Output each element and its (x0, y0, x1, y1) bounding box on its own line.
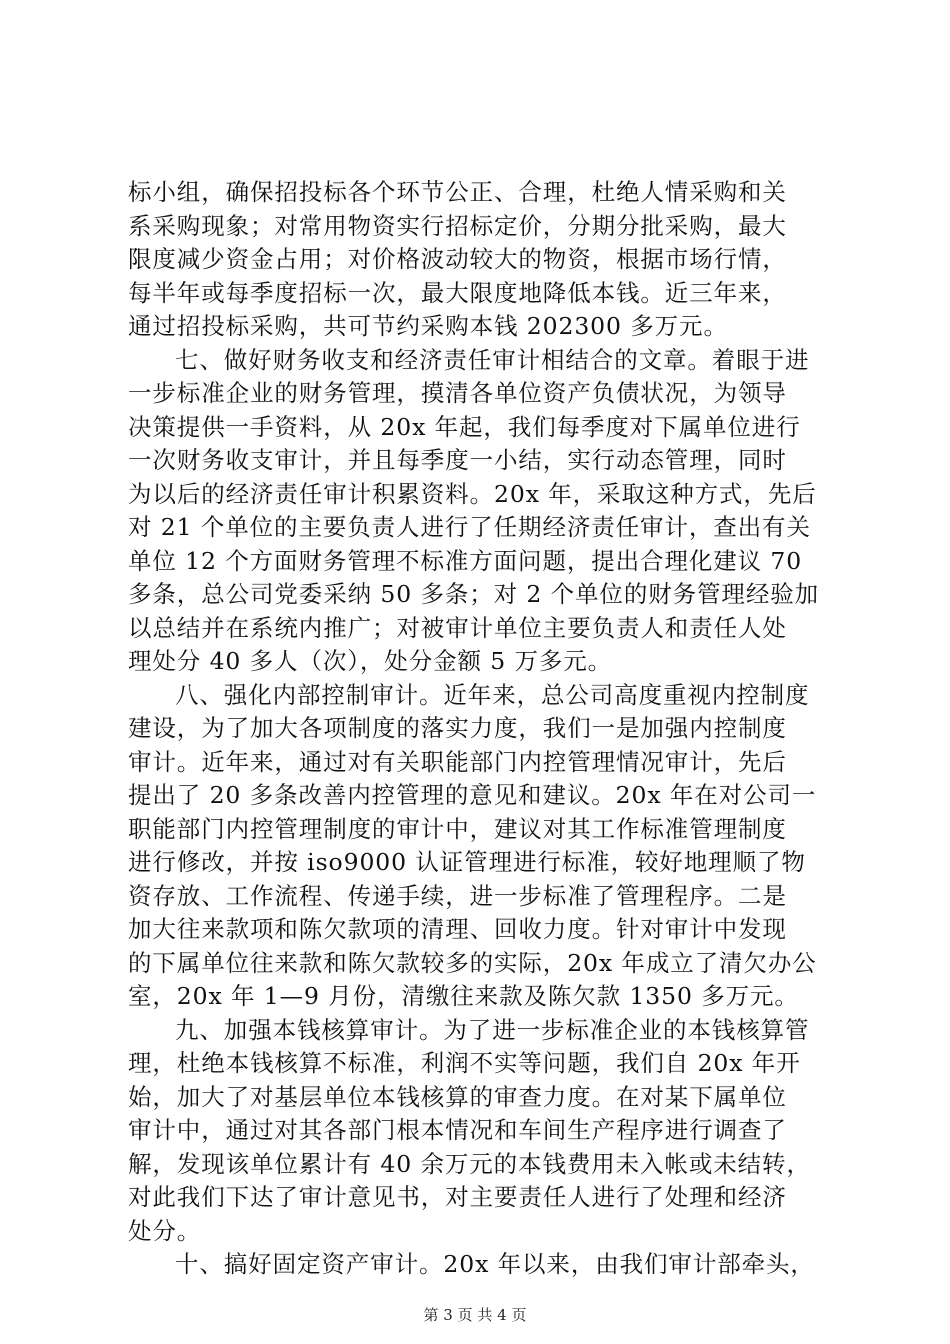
text-line: 通过招投标采购，共可节约采购本钱 202300 多万元。 (128, 312, 728, 340)
text-line: 资存放、工作流程、传递手续，进一步标准了管理程序。二是 (128, 881, 787, 910)
text-line: 解，发现该单位累计有 40 余万元的本钱费用未入帐或未结转， (128, 1149, 811, 1178)
text-line: 审计。近年来，通过对有关职能部门内控管理情况审计，先后 (128, 747, 787, 776)
text-line: 以总结并在系统内推广；对被审计单位主要负责人和责任人处 (128, 613, 787, 642)
page-number-indicator: 第 3 页 共 4 页 (423, 1306, 527, 1324)
text-line: 限度减少资金占用；对价格波动较大的物资，根据市场行情， (128, 245, 787, 273)
page-footer (0, 1304, 950, 1325)
paragraph-start-line: 十、搞好固定资产审计。20x 年以来，由我们审计部牵头， (175, 1250, 815, 1278)
text-line: 一次财务收支审计，并且每季度一小结，实行动态管理，同时 (128, 446, 787, 474)
text-line: 加大往来款项和陈欠款项的清理、回收力度。针对审计中发现 (128, 915, 787, 943)
text-line: 的下属单位往来款和陈欠款较多的实际，20x 年成立了清欠办公 (128, 948, 817, 977)
text-line: 标小组，确保招投标各个环节公正、合理，杜绝人情采购和关 (128, 178, 787, 206)
text-line: 单位 12 个方面财务管理不标准方面问题，提出合理化建议 70 (128, 546, 803, 575)
body-text (128, 176, 823, 1282)
paragraph-start-line: 八、强化内部控制审计。近年来，总公司高度重视内控制度 (175, 680, 810, 709)
paragraph-start-line: 九、加强本钱核算审计。为了进一步标准企业的本钱核算管 (175, 1015, 810, 1044)
text-line: 职能部门内控管理制度的审计中，建议对其工作标准管理制度 (128, 814, 787, 843)
text-line: 进行修改，并按 iso9000 认证管理进行标准，较好地理顺了物 (128, 848, 806, 876)
text-line: 室，20x 年 1—9 月份，清缴往来款及陈欠款 1350 多万元。 (128, 982, 799, 1010)
text-line: 为以后的经济责任审计积累资料。20x 年，采取这种方式，先后 (128, 479, 817, 508)
text-line: 提出了 20 多条改善内控管理的意见和建议。20x 年在对公司一 (128, 781, 817, 809)
text-line: 审计中，通过对其各部门根本情况和车间生产程序进行调查了 (128, 1116, 787, 1144)
text-line: 理处分 40 多人（次），处分金额 5 万多元。 (128, 647, 613, 675)
text-line: 理，杜绝本钱核算不标准，利润不实等问题，我们自 20x 年开 (128, 1049, 801, 1077)
text-line: 一步标准企业的财务管理，摸清各单位资产负债状况，为领导 (128, 379, 787, 407)
text-line: 建设，为了加大各项制度的落实力度，我们一是加强内控制度 (128, 714, 787, 742)
text-line: 对此我们下达了审计意见书，对主要责任人进行了处理和经济 (128, 1183, 787, 1211)
text-line: 每半年或每季度招标一次，最大限度地降低本钱。近三年来， (128, 278, 787, 307)
text-line: 始，加大了对基层单位本钱核算的审查力度。在对某下属单位 (128, 1082, 787, 1111)
text-line: 系采购现象；对常用物资实行招标定价，分期分批采购，最大 (128, 211, 787, 240)
text-line: 对 21 个单位的主要负责人进行了任期经济责任审计，查出有关 (128, 513, 811, 541)
text-line: 多条，总公司党委采纳 50 多条；对 2 个单位的财务管理经验加 (128, 580, 820, 608)
text-line: 决策提供一手资料，从 20x 年起，我们每季度对下属单位进行 (128, 412, 801, 441)
text-line: 处分。 (128, 1216, 202, 1245)
paragraph-start-line: 七、做好财务收支和经济责任审计相结合的文章。着眼于进 (175, 345, 810, 374)
